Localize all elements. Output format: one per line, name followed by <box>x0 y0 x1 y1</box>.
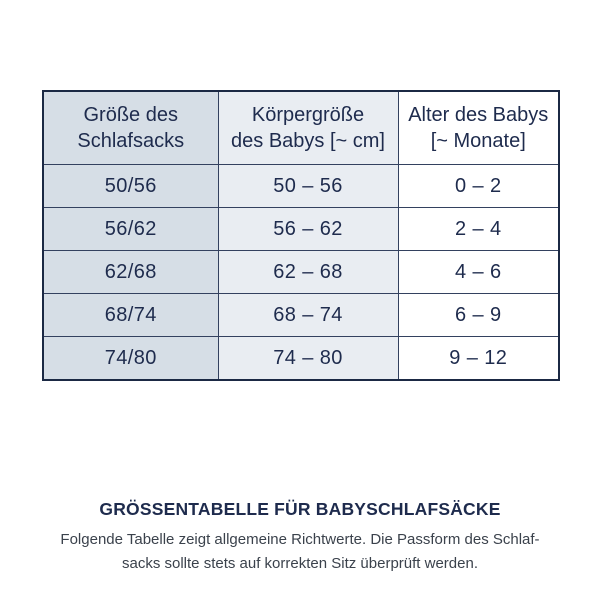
cell-size: 68/74 <box>43 294 218 337</box>
cell-size: 62/68 <box>43 251 218 294</box>
cell-body-height: 50 – 56 <box>218 165 398 208</box>
cell-age: 6 – 9 <box>398 294 559 337</box>
cell-body-height: 62 – 68 <box>218 251 398 294</box>
table-row <box>43 294 559 337</box>
header-cell-body-height <box>218 91 398 165</box>
cell-body-height: 74 – 80 <box>218 337 398 381</box>
header-line: Alter des Babys <box>408 103 549 126</box>
table-row <box>43 251 559 294</box>
cell-age: 2 – 4 <box>398 208 559 251</box>
header-line: des Babys [~ cm] <box>231 130 385 152</box>
header-line: Schlafsacks <box>77 130 185 152</box>
header-line: Körpergröße <box>251 103 365 126</box>
table-header-row <box>43 91 559 165</box>
header-line: [~ Monate] <box>430 130 526 152</box>
header-line: Größe des <box>83 103 178 126</box>
caption-block <box>0 499 600 575</box>
cell-size: 56/62 <box>43 208 218 251</box>
cell-age: 9 – 12 <box>398 337 559 381</box>
table-row <box>43 208 559 251</box>
cell-size: 74/80 <box>43 337 218 381</box>
cell-body-height: 56 – 62 <box>218 208 398 251</box>
cell-age: 0 – 2 <box>398 165 559 208</box>
caption-title: GRÖSSENTABELLE FÜR BABYSCHLAFSÄCKE <box>99 499 501 519</box>
size-table-container <box>42 90 560 381</box>
header-cell-sleeping-bag-size <box>43 91 218 165</box>
size-table <box>42 90 560 381</box>
caption-text-line-1: Folgende Tabelle zeigt allgemeine Richtwerte. Die Passform des Schlaf- <box>60 531 540 548</box>
table-row <box>43 165 559 208</box>
caption-text <box>0 528 600 575</box>
cell-size: 50/56 <box>43 165 218 208</box>
header-cell-baby-age <box>398 91 559 165</box>
cell-body-height: 68 – 74 <box>218 294 398 337</box>
cell-age: 4 – 6 <box>398 251 559 294</box>
caption-text-line-2: sacks sollte stets auf korrekten Sitz überprüft werden. <box>122 554 478 572</box>
table-row <box>43 337 559 381</box>
